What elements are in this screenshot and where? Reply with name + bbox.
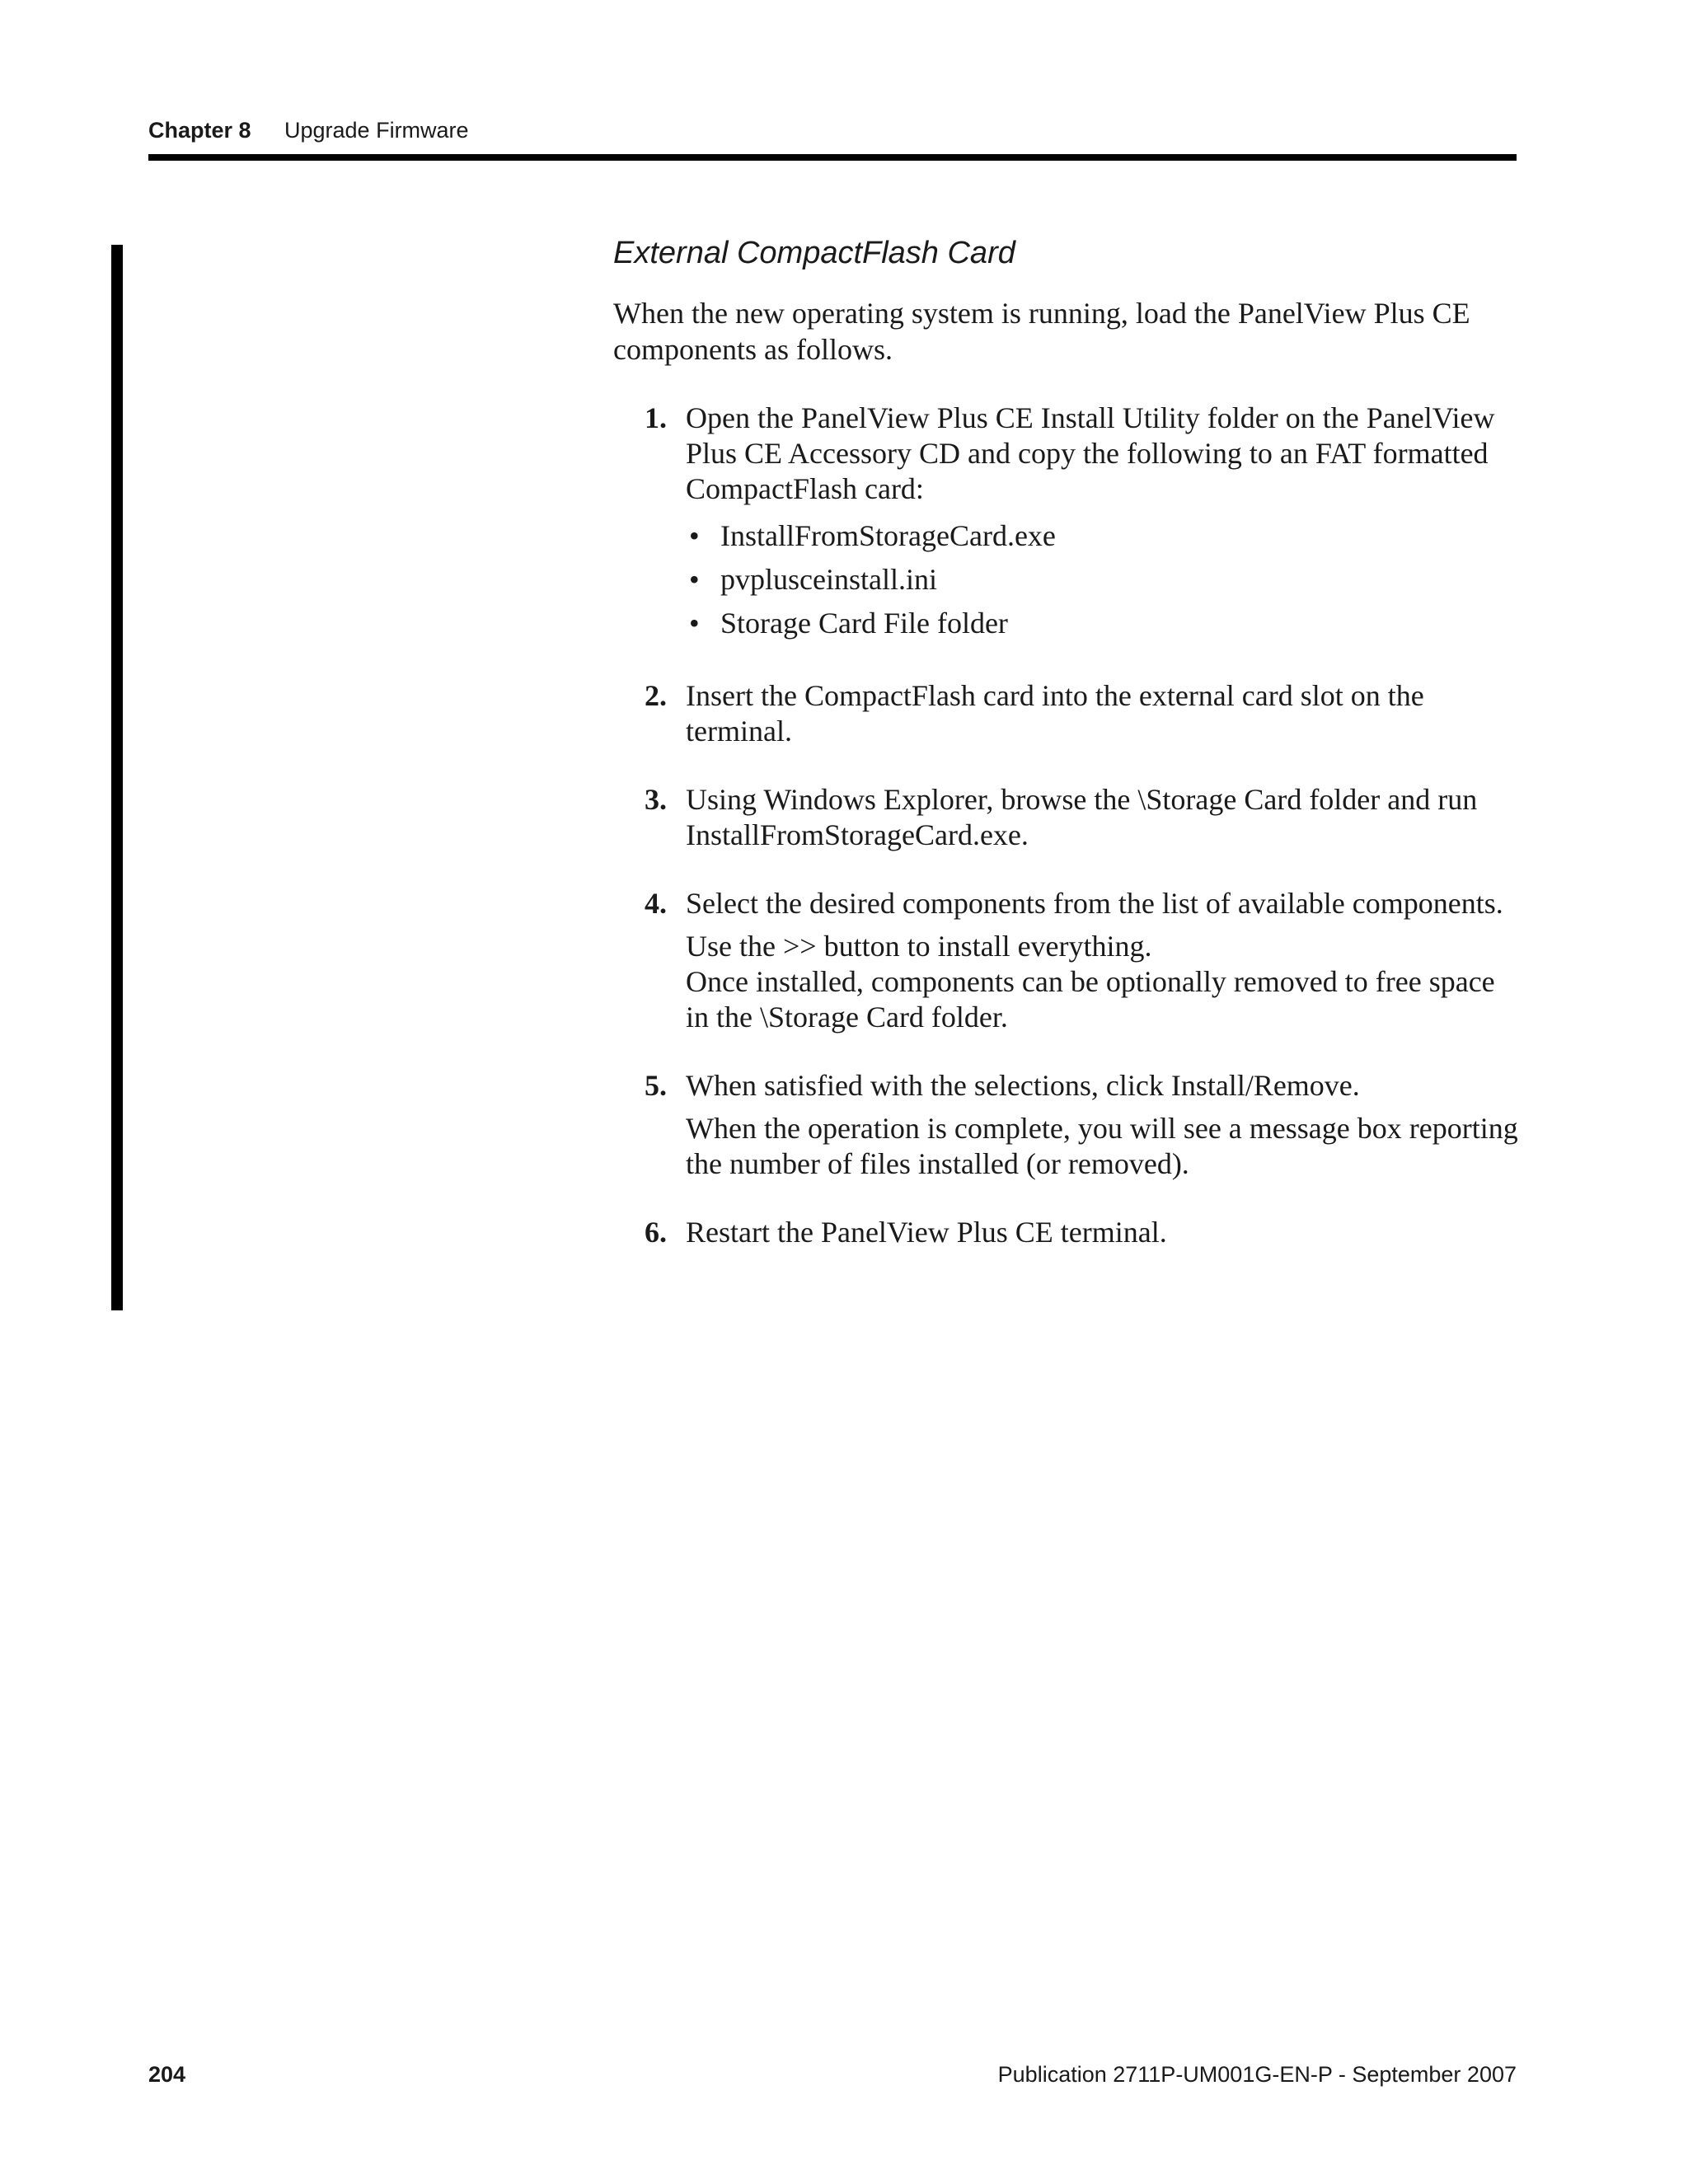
step-2 — [613, 678, 1520, 749]
step-note: Once installed, components can be optionally removed to free space in the \Storage Card folder. — [686, 965, 1495, 1033]
change-bar — [111, 245, 123, 1310]
main-content — [613, 232, 1520, 1283]
step-text: Using Windows Explorer, browse the \Storage Card folder and run InstallFromStorageCard.exe. — [686, 783, 1478, 851]
page-number: 204 — [148, 2062, 186, 2087]
step-3 — [613, 782, 1520, 853]
step-number: 1. — [645, 401, 667, 434]
step-number: 6. — [645, 1216, 667, 1249]
step-text: Insert the CompactFlash card into the external card slot on the terminal. — [686, 679, 1424, 748]
bullet-item — [686, 514, 1520, 558]
bullet-icon: • — [689, 519, 700, 552]
bullet-icon: • — [689, 563, 700, 596]
steps-list — [613, 401, 1520, 1250]
step-1 — [613, 401, 1520, 645]
header-rule — [148, 154, 1517, 161]
intro-paragraph: When the new operating system is running, load the PanelView Plus CE components as follows. — [613, 297, 1470, 366]
step-text: Restart the PanelView Plus CE terminal. — [686, 1216, 1167, 1249]
step-number: 3. — [645, 783, 667, 816]
bullet-item — [686, 602, 1520, 645]
step-number: 2. — [645, 679, 667, 712]
section-title: External CompactFlash Card — [613, 236, 1015, 270]
chapter-title: Upgrade Firmware — [284, 118, 469, 143]
step-text: When satisfied with the selections, click Install/Remove. — [686, 1069, 1360, 1102]
step-number: 5. — [645, 1069, 667, 1102]
step-note: When the operation is complete, you will see a message box reporting the number of files installed (or removed). — [686, 1112, 1518, 1180]
bullet-icon: • — [689, 607, 700, 640]
step-text: Select the desired components from the list of available components. — [686, 887, 1503, 920]
step-text: Open the PanelView Plus CE Install Utility folder on the PanelView Plus CE Accessory CD and copy the following to an FAT formatted CompactFlash card: — [686, 401, 1495, 505]
page-header — [148, 114, 1517, 147]
step-note: Use the >> button to install everything. — [686, 930, 1152, 963]
step-5 — [613, 1068, 1520, 1182]
bullet-text: Storage Card File folder — [720, 607, 1008, 640]
bullet-text: pvplusceinstall.ini — [720, 563, 937, 596]
chapter-label: Chapter 8 — [148, 118, 251, 143]
publication-info: Publication 2711P-UM001G-EN-P - September 2007 — [997, 2062, 1517, 2087]
step-6 — [613, 1215, 1520, 1250]
bullet-item — [686, 558, 1520, 602]
step-4 — [613, 886, 1520, 1035]
step-number: 4. — [645, 887, 667, 920]
bullet-text: InstallFromStorageCard.exe — [720, 519, 1056, 552]
file-bullet-list — [686, 514, 1520, 645]
